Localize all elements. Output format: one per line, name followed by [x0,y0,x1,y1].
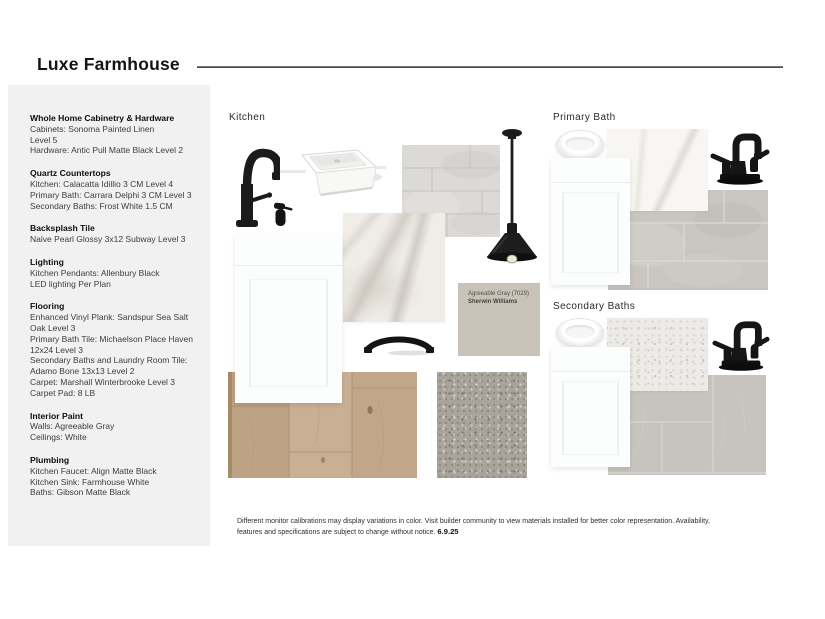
spec-line: Hardware: Antic Pull Matte Black Level 2 [30,145,184,156]
pendant-light-icon [483,127,541,275]
spec-section-heading: Backsplash Tile [30,223,95,234]
spec-section-cabinetry [30,113,198,156]
page-title: Luxe Farmhouse [37,54,180,74]
spec-section-lighting [30,257,198,289]
cabinet-door-panel [249,279,328,387]
kitchen-cabinet-door-swatch [235,235,342,403]
bath-faucet-icon [710,129,770,187]
spec-line: Secondary Baths and Laundry Room Tile: [30,355,188,366]
title-divider-line [197,66,783,68]
disclaimer-body: Different monitor calibrations may display variations in color. Visit builder community to view materials installed for better color representation. Availability, features and specifications are subject to change without notice. [237,518,710,536]
spec-section-heading: Plumbing [30,454,70,465]
cabinet-door-panel [562,381,619,455]
paint-swatch-agreeable-gray [458,283,540,356]
cabinet-pull-image [362,332,436,357]
farmhouse-sink-icon [280,144,386,201]
secondary-baths-section-label: Secondary Baths [553,301,636,312]
cabinet-door-panel [562,192,619,273]
spec-section-quartz [30,168,198,211]
farmhouse-sink-image [280,144,386,201]
sink-basin [565,325,594,338]
spec-line: Oak Level 3 [30,322,76,333]
disclaimer-date: 6.9.25 [437,527,459,536]
spec-line: Kitchen: Calacatta Idillio 3 CM Level 4 [30,178,174,189]
spec-section-heading: Lighting [30,256,64,267]
cabinet-door-rail [551,182,630,183]
spec-section-plumbing [30,455,198,498]
spec-section-heading: Whole Home Cabinetry & Hardware [30,113,175,123]
spec-line: Level 5 [30,134,58,145]
carpet-swatch [437,372,527,478]
spec-line: Carpet Pad: 8 LB [30,387,96,398]
primary-bath-cabinet-door-swatch [551,158,630,285]
quartz-calacatta-idillio-swatch [343,213,445,322]
spec-section-paint [30,411,198,443]
sink-basin [565,137,594,150]
spec-section-heading: Interior Paint [30,410,84,421]
disclaimer-text [237,517,723,538]
spec-line: Ceilings: White [30,432,87,443]
spec-line: Secondary Baths: Frost White 1.5 CM [30,200,173,211]
specifications-sidebar [8,85,210,546]
paint-name-label: Agreeable Gray (7029) [468,291,530,297]
paint-brand-label: Sherwin Williams [468,298,518,305]
spec-line: Kitchen Faucet: Align Matte Black [30,465,157,476]
spec-line: Naive Pearl Glossy 3x12 Subway Level 3 [30,234,186,245]
primary-bath-faucet-image [710,129,770,187]
primary-bath-sink-image [556,130,604,159]
spec-section-heading: Flooring [30,301,65,312]
spec-line: Baths: Gibson Matte Black [30,487,131,498]
spec-line: Kitchen Sink: Farmhouse White [30,476,150,487]
spec-line: Walls: Agreeable Gray [30,421,115,432]
spec-line: Primary Bath: Carrara Delphi 3 CM Level 3 [30,189,192,200]
secondary-bath-faucet-image [712,316,770,374]
spec-line: 12x24 Level 3 [30,344,83,355]
spec-line: Primary Bath Tile: Michaelson Place Haven [30,333,193,344]
spec-line: Carpet: Marshall Winterbrooke Level 3 [30,376,176,387]
bath-faucet-icon [712,316,770,374]
pendant-light-image [483,127,541,275]
spec-line: Kitchen Pendants: Allenbury Black [30,267,160,278]
spec-section-flooring [30,301,198,398]
secondary-bath-cabinet-door-swatch [551,347,630,467]
kitchen-section-label: Kitchen [229,112,266,123]
spec-section-backsplash [30,223,198,245]
cabinet-door-rail [235,265,342,266]
spec-line: Enhanced Vinyl Plank: Sandspur Sea Salt [30,312,189,323]
spec-line: LED lighting Per Plan [30,278,111,289]
spec-line: Adamo Bone 13x13 Level 2 [30,366,135,377]
cabinet-pull-icon [362,332,436,357]
cabinet-door-rail [551,371,630,372]
spec-line: Cabinets: Sonoma Painted Linen [30,123,155,134]
primary-bath-section-label: Primary Bath [553,112,616,123]
spec-section-heading: Quartz Countertops [30,168,111,179]
secondary-bath-sink-image [556,318,604,347]
